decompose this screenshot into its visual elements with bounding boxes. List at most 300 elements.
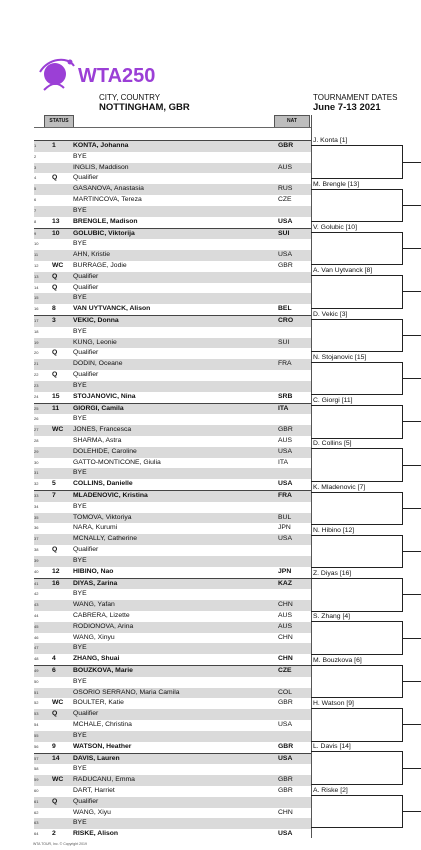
- nat-column-header: NAT: [274, 115, 310, 128]
- wta-logo: [34, 52, 204, 98]
- player-nat: CHN: [278, 601, 293, 609]
- seed-status: 5: [52, 480, 56, 488]
- bracket-line-bottom: [311, 827, 402, 828]
- player-nat: USA: [278, 217, 293, 225]
- player-nat: FRA: [278, 492, 292, 499]
- bracket-stub: [402, 291, 421, 292]
- player-nat: ITA: [278, 458, 289, 466]
- seed-status: 15: [52, 392, 60, 400]
- draw-position: 12: [34, 262, 39, 268]
- round2-winner: C. Giorgi [11]: [313, 397, 353, 405]
- player-nat: GBR: [278, 142, 294, 149]
- draw-first-round: [34, 140, 311, 840]
- draw-row: [34, 293, 311, 304]
- player-name: Qualifier: [73, 546, 99, 554]
- location-value: NOTTINGHAM, GBR: [99, 102, 190, 113]
- draw-position: 23: [34, 382, 39, 388]
- draw-row: [34, 698, 311, 709]
- draw-row: [34, 140, 311, 152]
- player-name: BRENGLE, Madison: [73, 217, 138, 225]
- player-nat: CZE: [278, 667, 292, 674]
- seed-status: 10: [52, 229, 60, 237]
- draw-row: [34, 228, 311, 240]
- round2-winner: S. Zhang [4]: [313, 613, 351, 621]
- player-name: BYE: [73, 644, 87, 652]
- round2-slot: [311, 654, 402, 665]
- player-name: DOLEHIDE, Caroline: [73, 447, 137, 455]
- seed-status: 3: [52, 317, 56, 324]
- bracket-line-top: [311, 751, 402, 752]
- draw-row: [34, 458, 311, 469]
- draw-position: 20: [34, 350, 39, 356]
- player-name: BYE: [73, 677, 87, 685]
- round2-slot: [311, 394, 402, 405]
- player-name: BYE: [73, 765, 87, 773]
- round2-winner: J. Konta [1]: [313, 137, 348, 145]
- draw-row: [34, 359, 311, 370]
- player-nat: RUS: [278, 185, 293, 193]
- draw-row: [34, 173, 311, 184]
- draw-position: 9: [34, 230, 37, 236]
- seed-status: 1: [52, 142, 56, 149]
- player-nat: JPN: [278, 524, 291, 532]
- draw-row: [34, 163, 311, 174]
- player-name: TOMOVA, Viktoriya: [73, 513, 132, 521]
- bracket-stub: [402, 811, 421, 812]
- seed-status: Q: [52, 283, 58, 291]
- player-nat: AUS: [278, 163, 292, 171]
- round2-winner: Z. Diyas [16]: [313, 570, 352, 578]
- player-name: BOUZKOVA, Marie: [73, 667, 133, 674]
- draw-row: [34, 534, 311, 545]
- round2-winner: N. Hibino [12]: [313, 526, 355, 534]
- round2-slot: [311, 524, 402, 535]
- player-nat: GBR: [278, 426, 293, 434]
- draw-row: [34, 808, 311, 819]
- draw-position: 21: [34, 361, 39, 367]
- draw-row: [34, 600, 311, 611]
- draw-row: [34, 261, 311, 272]
- player-name: BURRAGE, Jodie: [73, 261, 127, 269]
- draw-row: [34, 731, 311, 742]
- copyright-footer: WTA TOUR, Inc. © Copyright 2019: [33, 842, 87, 846]
- seed-status: 2: [52, 830, 56, 838]
- round2-slot: [311, 264, 402, 275]
- draw-row: [34, 709, 311, 720]
- seed-status: 7: [52, 492, 56, 499]
- draw-row: [34, 479, 311, 490]
- player-name: BYE: [73, 294, 87, 302]
- player-nat: SUI: [278, 338, 290, 346]
- draw-row: [34, 611, 311, 622]
- seed-status: WC: [52, 699, 64, 707]
- draw-position: 30: [34, 459, 39, 465]
- draw-position: 60: [34, 787, 39, 793]
- dates-value: June 7-13 2021: [313, 102, 381, 113]
- bracket-line-top: [311, 578, 402, 579]
- draw-position: 62: [34, 809, 39, 815]
- round2-slot: [311, 740, 402, 751]
- logo-text: WTA250: [78, 65, 156, 87]
- player-name: COLLINS, Danielle: [73, 480, 133, 488]
- draw-row: [34, 381, 311, 392]
- seed-status: Q: [52, 349, 58, 357]
- player-name: SHARMA, Astra: [73, 436, 122, 444]
- player-name: JONES, Francesca: [73, 426, 132, 434]
- player-nat: GBR: [278, 261, 293, 269]
- player-name: INGLIS, Maddison: [73, 163, 129, 171]
- draw-position: 36: [34, 525, 39, 531]
- player-name: BYE: [73, 731, 87, 739]
- player-name: MCNALLY, Catherine: [73, 535, 137, 543]
- player-nat: USA: [278, 251, 292, 259]
- round2-slot: [311, 134, 402, 145]
- draw-row: [34, 688, 311, 699]
- round2-winner: A. Riske [2]: [313, 786, 348, 794]
- seed-status: Q: [52, 710, 58, 718]
- draw-position: 27: [34, 427, 39, 433]
- draw-position: 25: [34, 405, 39, 411]
- player-name: Qualifier: [73, 283, 99, 291]
- draw-row: [34, 315, 311, 327]
- draw-position: 19: [34, 339, 39, 345]
- round2-slot: [311, 221, 402, 232]
- round2-slot: [311, 308, 402, 319]
- player-name: BYE: [73, 152, 87, 160]
- seed-status: Q: [52, 371, 58, 379]
- player-name: RADUCANU, Emma: [73, 776, 135, 784]
- player-nat: COL: [278, 688, 292, 696]
- player-nat: CHN: [278, 633, 293, 641]
- draw-position: 35: [34, 514, 39, 520]
- player-name: MARTINCOVA, Tereza: [73, 196, 142, 204]
- bracket-stub: [402, 508, 421, 509]
- draw-position: 45: [34, 623, 39, 629]
- draw-position: 40: [34, 568, 39, 574]
- draw-row: [34, 654, 311, 665]
- player-nat: SUI: [278, 229, 290, 237]
- location-label: CITY, COUNTRY: [99, 93, 161, 102]
- draw-row: [34, 239, 311, 250]
- seed-status: 4: [52, 655, 56, 663]
- draw-row: [34, 523, 311, 534]
- player-name: BYE: [73, 240, 87, 248]
- draw-row: [34, 665, 311, 677]
- draw-position: 47: [34, 645, 39, 651]
- player-nat: JPN: [278, 567, 292, 575]
- draw-row: [34, 436, 311, 447]
- player-nat: FRA: [278, 360, 292, 368]
- player-name: DAVIS, Lauren: [73, 754, 120, 762]
- player-nat: USA: [278, 447, 292, 455]
- draw-position: 4: [34, 175, 37, 181]
- draw-position: 52: [34, 700, 39, 706]
- player-nat: CRO: [278, 317, 294, 324]
- player-nat: USA: [278, 721, 292, 729]
- player-name: BYE: [73, 206, 87, 214]
- draw-position: 17: [34, 318, 39, 323]
- round2-winner: K. Mladenovic [7]: [313, 483, 366, 491]
- round2-slot: [311, 784, 402, 795]
- round2-winner: H. Watson [9]: [313, 700, 354, 708]
- draw-row: [34, 764, 311, 775]
- draw-row: [34, 556, 311, 567]
- player-nat: GBR: [278, 776, 293, 784]
- draw-position: 6: [34, 197, 37, 203]
- draw-position: 33: [34, 493, 39, 498]
- draw-position: 48: [34, 656, 39, 662]
- player-nat: USA: [278, 535, 292, 543]
- draw-row: [34, 513, 311, 524]
- round2-slot: [311, 178, 402, 189]
- bracket-stub: [402, 205, 421, 206]
- bracket-line-top: [311, 795, 402, 796]
- seed-status: 12: [52, 567, 60, 575]
- player-name: DIYAS, Zarina: [73, 579, 118, 587]
- draw-row: [34, 468, 311, 479]
- dates-block: [313, 93, 397, 113]
- draw-position: 58: [34, 766, 39, 772]
- player-name: RODIONOVA, Arina: [73, 622, 134, 630]
- bracket-stub: [402, 594, 421, 595]
- seed-status: WC: [52, 776, 64, 784]
- draw-position: 41: [34, 580, 39, 586]
- player-name: BYE: [73, 469, 87, 477]
- player-nat: AUS: [278, 436, 292, 444]
- player-name: HIBINO, Nao: [73, 567, 114, 575]
- draw-position: 26: [34, 416, 39, 422]
- draw-row: [34, 152, 311, 163]
- draw-position: 53: [34, 711, 39, 717]
- draw-position: 64: [34, 831, 39, 837]
- draw-row: [34, 742, 311, 753]
- draw-row: [34, 677, 311, 688]
- player-nat: BEL: [278, 305, 292, 313]
- player-name: WATSON, Heather: [73, 742, 132, 750]
- bracket-line-top: [311, 189, 402, 190]
- player-name: GIORGI, Camila: [73, 404, 124, 412]
- draw-row: [34, 348, 311, 359]
- bracket-stub: [402, 681, 421, 682]
- draw-position: 50: [34, 678, 39, 684]
- player-nat: AUS: [278, 611, 292, 619]
- player-name: STOJANOVIC, Nina: [73, 392, 136, 400]
- draw-position: 24: [34, 393, 39, 399]
- round2-slot: [311, 351, 402, 362]
- draw-position: 29: [34, 448, 39, 454]
- player-name: MCHALE, Christina: [73, 721, 132, 729]
- draw-position: 14: [34, 284, 39, 290]
- seed-status: Q: [52, 546, 58, 554]
- player-nat: ITA: [278, 404, 289, 412]
- draw-position: 38: [34, 547, 39, 553]
- seed-status: 6: [52, 667, 56, 674]
- draw-position: 49: [34, 668, 39, 673]
- bracket-stub: [402, 551, 421, 552]
- player-nat: SRB: [278, 392, 293, 400]
- draw-row: [34, 829, 311, 840]
- player-name: GOLUBIC, Viktorija: [73, 229, 135, 237]
- player-name: Qualifier: [73, 349, 99, 357]
- player-name: ZHANG, Shuai: [73, 655, 120, 663]
- player-name: Qualifier: [73, 710, 99, 718]
- player-nat: USA: [278, 480, 293, 488]
- seed-status: 8: [52, 305, 56, 313]
- draw-position: 63: [34, 820, 39, 826]
- round2-slot: [311, 610, 402, 621]
- draw-position: 56: [34, 743, 39, 749]
- player-name: BYE: [73, 819, 87, 827]
- bracket-stub: [402, 724, 421, 725]
- seed-status: WC: [52, 261, 64, 269]
- draw-position: 32: [34, 481, 39, 487]
- round2-winner: M. Brengle [13]: [313, 180, 360, 188]
- player-name: BYE: [73, 502, 87, 510]
- player-name: GASANOVA, Anastasia: [73, 185, 144, 193]
- player-nat: GBR: [278, 786, 293, 794]
- draw-row: [34, 272, 311, 283]
- round2-winner: L. Davis [14]: [313, 743, 351, 751]
- player-name: Qualifier: [73, 174, 99, 182]
- bracket-line-top: [311, 708, 402, 709]
- bracket-stub: [402, 421, 421, 422]
- round2-winner: A. Van Uytvanck [8]: [313, 267, 373, 275]
- player-name: WANG, Yafan: [73, 601, 115, 609]
- bracket-line-top: [311, 362, 402, 363]
- player-name: WANG, Xinyu: [73, 633, 115, 641]
- draw-position: 44: [34, 612, 39, 618]
- player-name: MLADENOVIC, Kristina: [73, 492, 148, 499]
- draw-row: [34, 184, 311, 195]
- draw-row: [34, 425, 311, 436]
- player-nat: GBR: [278, 742, 294, 750]
- draw-position: 42: [34, 591, 39, 597]
- draw-row: [34, 403, 311, 415]
- seed-status: Q: [52, 797, 58, 805]
- draw-position: 7: [34, 207, 37, 213]
- seed-status: 13: [52, 217, 60, 225]
- player-nat: GBR: [278, 699, 293, 707]
- draw-position: 22: [34, 372, 39, 378]
- seed-status: Q: [52, 272, 58, 280]
- player-nat: CZE: [278, 196, 292, 204]
- draw-position: 46: [34, 634, 39, 640]
- draw-row: [34, 753, 311, 765]
- draw-row: [34, 589, 311, 600]
- player-name: WANG, Xiyu: [73, 808, 111, 816]
- round2-winner: D. Collins [5]: [313, 440, 352, 448]
- draw-row: [34, 217, 311, 228]
- draw-row: [34, 392, 311, 403]
- draw-position: 2: [34, 153, 37, 159]
- draw-row: [34, 567, 311, 578]
- bracket-line-top: [311, 665, 402, 666]
- round2-winner: N. Stojanovic [15]: [313, 353, 367, 361]
- draw-position: 61: [34, 798, 39, 804]
- player-name: DART, Harriet: [73, 786, 115, 794]
- draw-position: 28: [34, 437, 39, 443]
- bracket-line-top: [311, 492, 402, 493]
- draw-position: 55: [34, 732, 39, 738]
- location-block: [99, 93, 190, 113]
- player-nat: CHN: [278, 808, 293, 816]
- bracket-stub: [402, 638, 421, 639]
- draw-position: 8: [34, 218, 37, 224]
- draw-position: 43: [34, 602, 39, 608]
- player-name: BYE: [73, 415, 87, 423]
- round2-winner: M. Bouzkova [6]: [313, 656, 362, 664]
- seed-status: WC: [52, 426, 64, 434]
- draw-row: [34, 283, 311, 294]
- draw-position: 31: [34, 470, 39, 476]
- round2-slot: [311, 437, 402, 448]
- bracket-line-top: [311, 275, 402, 276]
- draw-row: [34, 545, 311, 556]
- player-nat: BUL: [278, 513, 292, 521]
- draw-row: [34, 250, 311, 261]
- draw-row: [34, 490, 311, 502]
- round2-winner: D. Vekic [3]: [313, 310, 348, 318]
- player-name: KUNG, Leonie: [73, 338, 117, 346]
- round2-winner: V. Golubic [10]: [313, 223, 357, 231]
- dates-label: TOURNAMENT DATES: [313, 93, 398, 102]
- draw-row: [34, 797, 311, 808]
- seed-status: 14: [52, 754, 60, 762]
- player-name: AHN, Kristie: [73, 251, 111, 259]
- player-name: VEKIC, Donna: [73, 317, 119, 324]
- header-divider: [34, 127, 311, 128]
- seed-status: 9: [52, 742, 56, 750]
- draw-position: 18: [34, 328, 39, 334]
- draw-position: 39: [34, 557, 39, 563]
- draw-row: [34, 304, 311, 315]
- bracket-stub: [402, 768, 421, 769]
- draw-row: [34, 206, 311, 217]
- draw-row: [34, 447, 311, 458]
- player-name: BYE: [73, 556, 87, 564]
- draw-row: [34, 370, 311, 381]
- bracket-stub: [402, 248, 421, 249]
- bracket-stub: [402, 335, 421, 336]
- draw-row: [34, 578, 311, 590]
- bracket-line-top: [311, 448, 402, 449]
- draw-row: [34, 818, 311, 829]
- draw-position: 37: [34, 536, 39, 542]
- player-name: BYE: [73, 381, 87, 389]
- bracket-line-top: [311, 621, 402, 622]
- draw-row: [34, 502, 311, 513]
- seed-status: Q: [52, 174, 58, 182]
- bracket-line-top: [311, 232, 402, 233]
- round2-slot: [311, 481, 402, 492]
- player-nat: USA: [278, 830, 293, 838]
- bracket-stub: [402, 162, 421, 163]
- draw-position: 54: [34, 722, 39, 728]
- draw-position: 3: [34, 164, 37, 170]
- draw-row: [34, 338, 311, 349]
- bracket-line-top: [311, 145, 402, 146]
- seed-status: 11: [52, 404, 60, 412]
- player-name: NARA, Kurumi: [73, 524, 118, 532]
- draw-row: [34, 633, 311, 644]
- bracket-line-top: [311, 405, 402, 406]
- draw-position: 51: [34, 689, 39, 695]
- draw-position: 34: [34, 503, 39, 509]
- draw-position: 11: [34, 252, 39, 258]
- draw-row: [34, 786, 311, 797]
- status-column-header: STATUS: [44, 115, 74, 128]
- draw-row: [34, 720, 311, 731]
